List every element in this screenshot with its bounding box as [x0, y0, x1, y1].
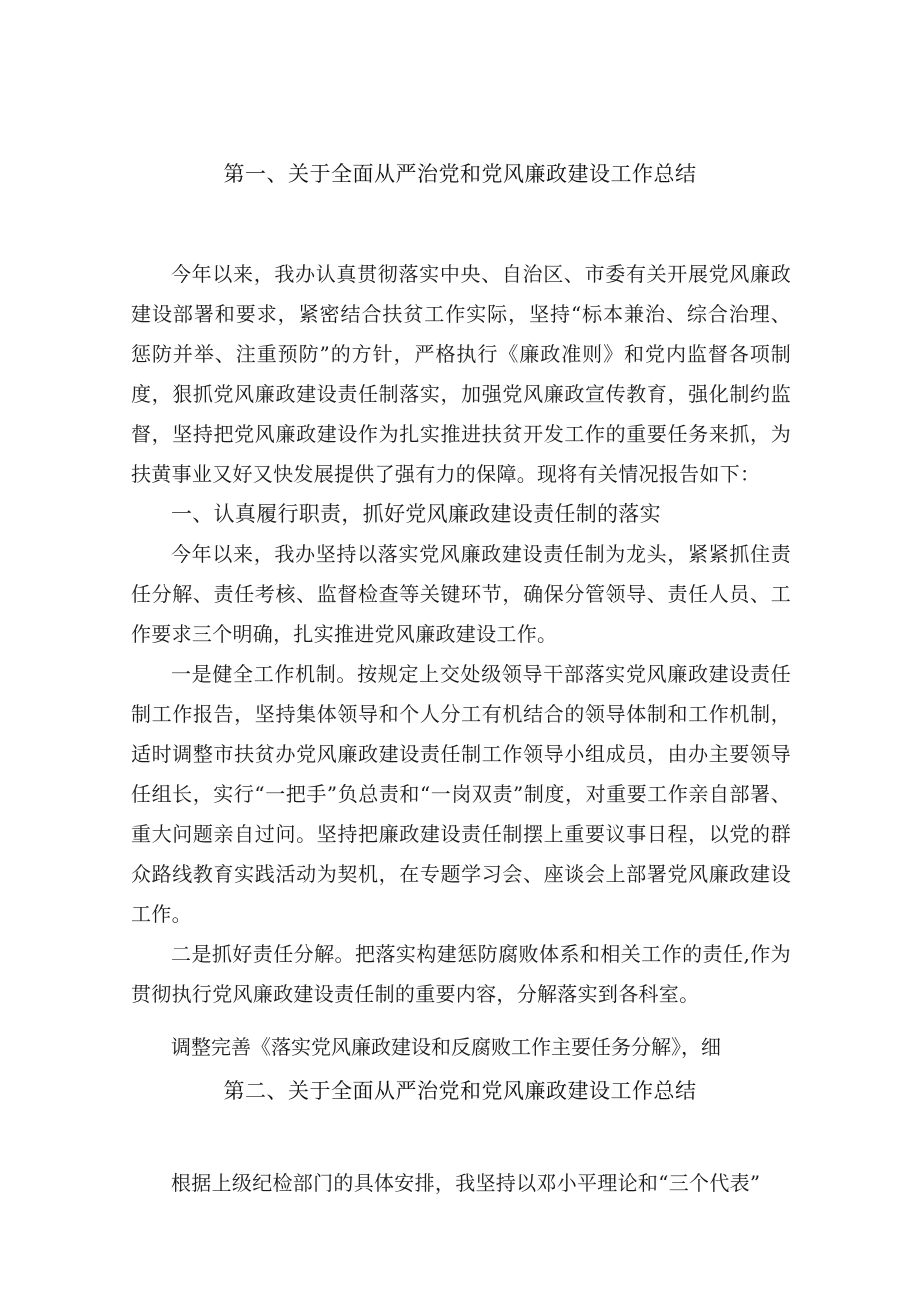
section-1-fragment: 调整完善《落实党风廉政建设和反腐败工作主要任务分解》，细: [171, 1035, 721, 1059]
document-body-1: [131, 254, 791, 1014]
second-intro-paragraph: 根据上级纪检部门的具体安排，我坚持以邓小平理论和“三个代表”: [171, 1171, 761, 1195]
intro-paragraph: 今年以来，我办认真贯彻落实中央、自治区、市委有关开展党风廉政建设部署和要求，紧密结合扶贫工作实际，坚持“标本兼治、综合治理、惩防并举、注重预防”的方针，严格执行《廉政准则》和党内监督各项制度，狠抓党风廉政建设责任制落实，加强党风廉政宣传教育，强化制约监督，坚持把党风廉政建设作为扎实推进扶贫开发工作的重要任务来抓，为扶黄事业又好又快发展提供了强有力的保障。现将有关情况报告如下：: [131, 262, 791, 486]
section-1-heading: 一、认真履行职责，抓好党风廉政建设责任制的落实: [171, 502, 661, 526]
section-1-paragraph-2: 一是健全工作机制。按规定上交处级领导干部落实党风廉政建设责任制工作报告，坚持集体领导和个人分工有机结合的领导体制和工作机制，适时调整市扶贫办党风廉政建设责任制工作领导小组成员，由办主要领导任组长，实行“一把手”负总责和“一岗双责”制度，对重要工作亲自部署、重大问题亲自过问。坚持把廉政建设责任制摆上重要议事日程，以党的群众路线教育实践活动为契机，在专题学习会、座谈会上部署党风廉政建设工作。: [131, 662, 791, 926]
document-title-1: 第一、关于全面从严治党和党风廉政建设工作总结: [223, 162, 697, 186]
document-title-2: 第二、关于全面从严治党和党风廉政建设工作总结: [223, 1079, 697, 1103]
section-1-paragraph-1: 今年以来，我办坚持以落实党风廉政建设责任制为龙头，紧紧抓住责任分解、责任考核、监督检查等关键环节，确保分管领导、责任人员、工作要求三个明确，扎实推进党风廉政建设工作。: [131, 542, 791, 646]
section-1-paragraph-3: 二是抓好责任分解。把落实构建惩防腐败体系和相关工作的责任,作为贯彻执行党风廉政建设责任制的重要内容，分解落实到各科室。: [131, 942, 791, 1006]
